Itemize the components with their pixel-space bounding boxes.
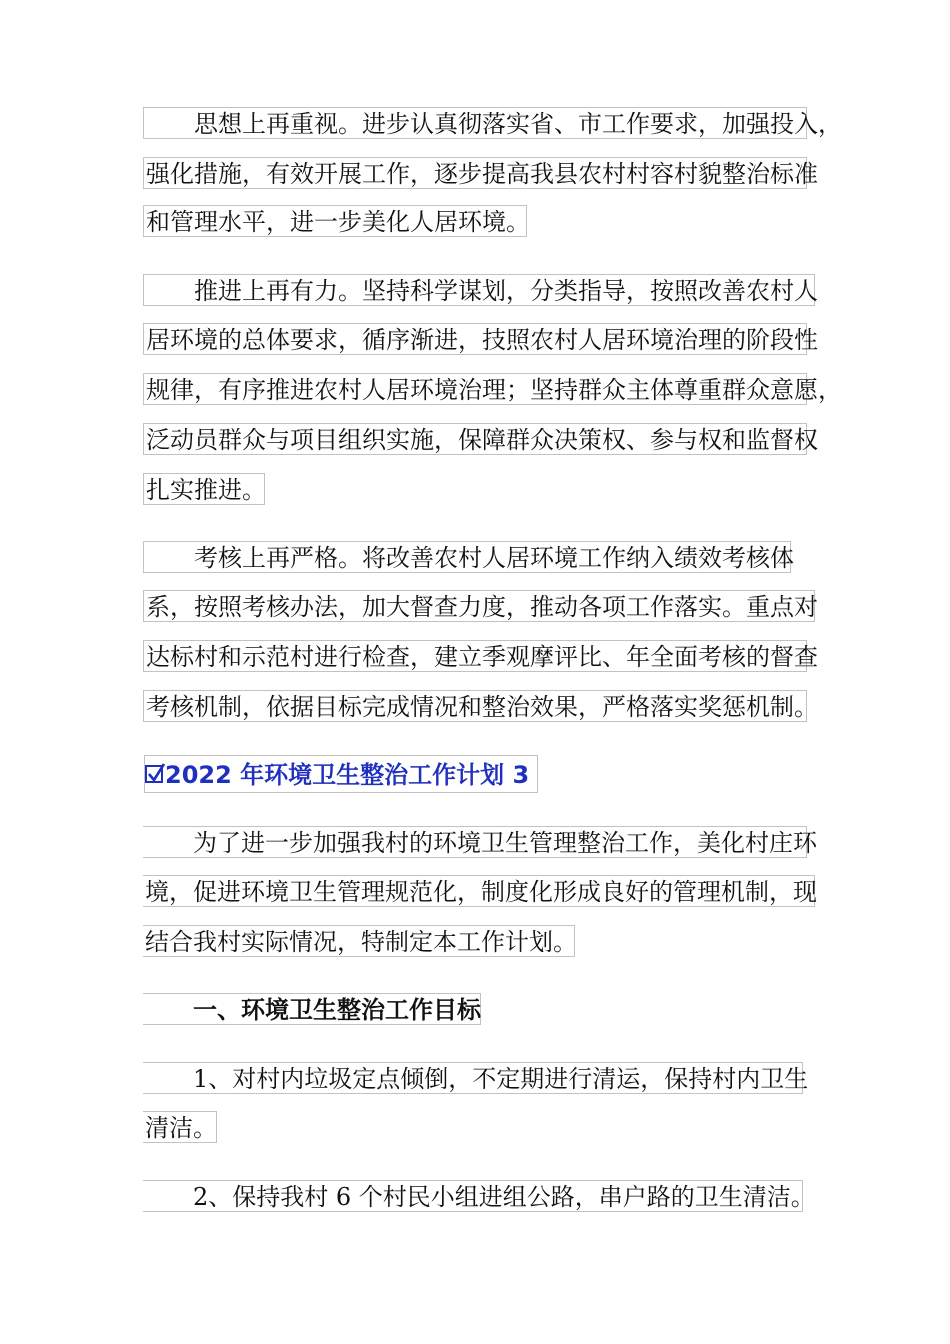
p4-line-3: 结合我村实际情况，特制定本工作计划。: [143, 925, 575, 957]
p1-line-1: 思想上再重视。进步认真彻落实省、市工作要求，加强投入，: [143, 107, 807, 139]
p3-line-4: 考核机制，依据目标完成情况和整治效果，严格落实奖惩机制。: [143, 690, 807, 722]
heading-text: 2022 年环境卫生整治工作计划 3: [165, 761, 530, 789]
section-heading: [144, 755, 538, 793]
checkbox-checked-icon: [145, 765, 163, 783]
p2-line-1: 推进上再有力。坚持科学谋划，分类指导，按照改善农村人: [143, 274, 815, 306]
p2-line-4: 泛动员群众与项目组织实施，保障群众决策权、参与权和监督权: [143, 423, 807, 455]
p4-line-2: 境，促进环境卫生管理规范化，制度化形成良好的管理机制，现: [143, 875, 815, 907]
p2-line-5: 扎实推进。: [143, 473, 265, 505]
item-2-line-1: 2、保持我村 6 个村民小组进组公路，串户路的卫生清洁。: [143, 1180, 803, 1212]
p2-line-3: 规律，有序推进农村人居环境治理；坚持群众主体尊重群众意愿，: [143, 373, 807, 405]
item-1-line-1: 1、对村内垃圾定点倾倒，不定期进行清运，保持村内卫生: [143, 1062, 803, 1094]
p3-line-1: 考核上再严格。将改善农村人居环境工作纳入绩效考核体: [143, 541, 791, 573]
p2-line-2: 居环境的总体要求，循序渐进，技照农村人居环境治理的阶段性: [143, 323, 807, 355]
item-1-line-2: 清洁。: [143, 1111, 217, 1143]
p1-line-2: 强化措施，有效开展工作，逐步提高我县农村村容村貌整治标准: [143, 157, 807, 189]
p4-line-1: 为了进一步加强我村的环境卫生管理整治工作，美化村庄环: [143, 826, 807, 858]
p3-line-3: 达标村和示范村进行检查，建立季观摩评比、年全面考核的督查: [143, 640, 807, 672]
p3-line-2: 系，按照考核办法，加大督查力度，推动各项工作落实。重点对: [143, 590, 815, 622]
p1-line-3: 和管理水平，进一步美化人居环境。: [143, 205, 527, 237]
section-1-title: 一、环境卫生整治工作目标: [145, 995, 481, 1024]
